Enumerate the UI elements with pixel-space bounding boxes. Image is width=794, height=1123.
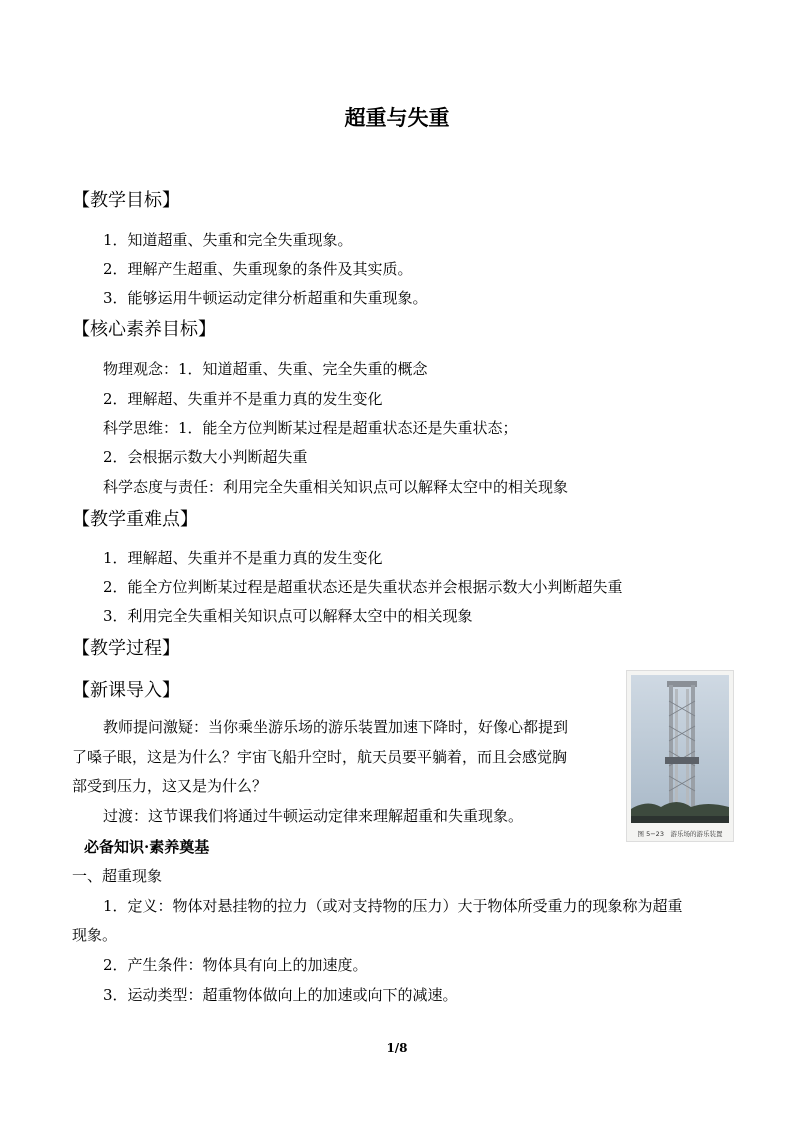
objective-item-2: 2．理解产生超重、失重现象的条件及其实质。 — [103, 260, 413, 278]
core-line-4: 2．会根据示数大小判断超失重 — [103, 448, 308, 466]
core-line-2: 2．理解超、失重并不是重力真的发生变化 — [103, 390, 383, 408]
drop-tower-illustration — [627, 671, 733, 841]
difficulty-item-2: 2．能全方位判断某过程是超重状态还是失重状态并会根据示数大小判断超失重 — [103, 578, 623, 596]
intro-line-3: 部受到压力，这又是为什么？ — [72, 777, 268, 795]
core-line-5: 科学态度与责任：利用完全失重相关知识点可以解释太空中的相关现象 — [103, 478, 569, 496]
page-number: 1/8 — [386, 1041, 408, 1055]
difficulty-heading: 【教学重难点】 — [72, 509, 198, 530]
difficulty-item-3: 3．利用完全失重相关知识点可以解释太空中的相关现象 — [103, 607, 473, 625]
amusement-ride-photo — [626, 670, 734, 842]
core-heading: 【核心素养目标】 — [72, 319, 216, 340]
knowledge-item-1: 1．定义：物体对悬挂物的拉力（或对支持物的压力）大于物体所受重力的现象称为超重 — [103, 897, 683, 915]
knowledge-item-3: 3．运动类型：超重物体做向上的加速或向下的减速。 — [103, 986, 458, 1004]
knowledge-heading: 必备知识·素养奠基 — [84, 838, 210, 856]
knowledge-subheading: 一、超重现象 — [72, 867, 163, 885]
objectives-heading: 【教学目标】 — [72, 190, 180, 211]
knowledge-item-2: 2．产生条件：物体具有向上的加速度。 — [103, 956, 368, 974]
intro-line-4: 过渡：这节课我们将通过牛顿运动定律来理解超重和失重现象。 — [103, 807, 524, 825]
intro-line-1: 教师提问激疑：当你乘坐游乐场的游乐装置加速下降时，好像心都提到 — [103, 718, 569, 736]
intro-heading: 【新课导入】 — [72, 680, 180, 701]
objective-item-3: 3．能够运用牛顿运动定律分析超重和失重现象。 — [103, 289, 428, 307]
knowledge-item-1-cont: 现象。 — [72, 926, 118, 944]
objective-item-1: 1．知道超重、失重和完全失重现象。 — [103, 231, 353, 249]
core-line-3: 科学思维：1．能全方位判断某过程是超重状态还是失重状态； — [103, 419, 518, 437]
page-title: 超重与失重 — [344, 105, 450, 130]
core-line-1: 物理观念：1．知道超重、失重、完全失重的概念 — [103, 360, 428, 378]
process-heading: 【教学过程】 — [72, 638, 180, 659]
difficulty-item-1: 1．理解超、失重并不是重力真的发生变化 — [103, 549, 383, 567]
intro-line-2: 了嗓子眼，这是为什么？宇宙飞船升空时，航天员要平躺着，而且会感觉胸 — [72, 748, 568, 766]
figure-caption: 图 5−23 游乐场的游乐装置 — [637, 830, 723, 838]
